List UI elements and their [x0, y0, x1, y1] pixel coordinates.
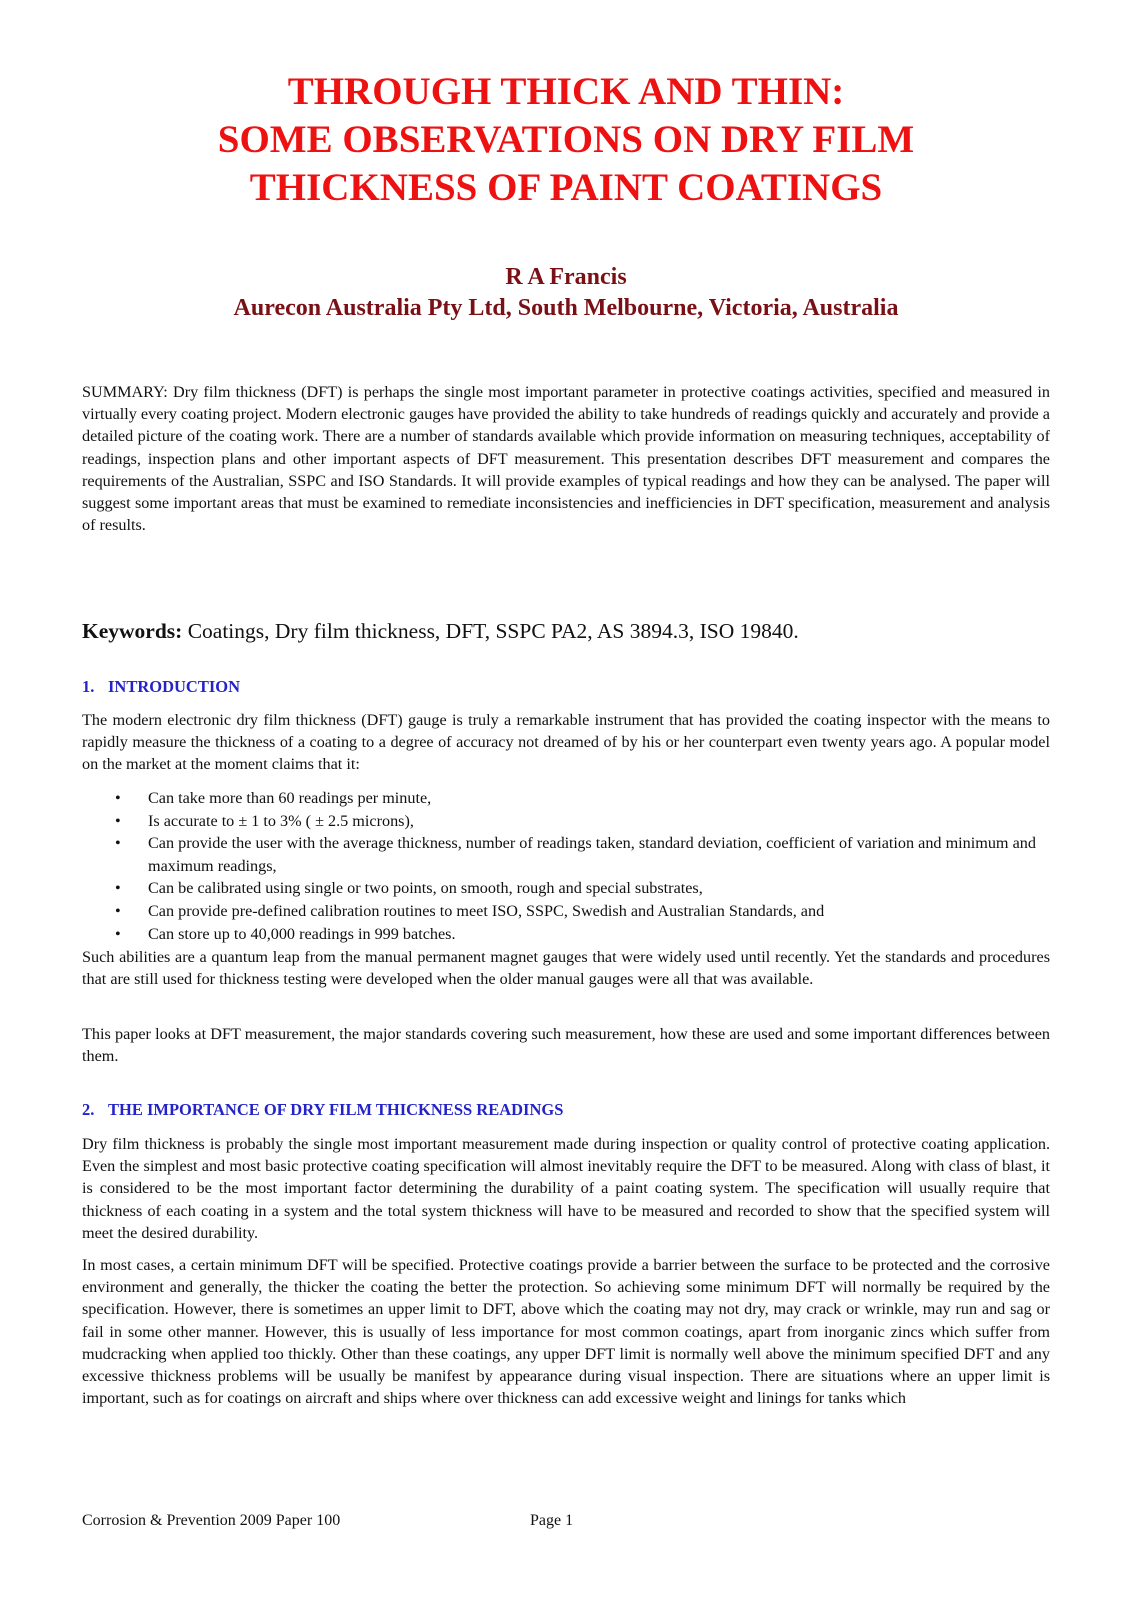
- importance-paragraph-2: In most cases, a certain minimum DFT will be specified. Protective coatings provide a barrier between the surface to be protected and the corrosive environment and generally, the thicker the coating the better the protection. So achieving some minimum DFT will normally be required by the specification. However, there is sometimes an upper limit to DFT, above which the coating may not dry, may crack or wrinkle, may run and sag or fail in some other manner. However, this is usually of less importance for most common coatings, apart from inorganic zincs which suffer from mudcracking when applied too thickly. Other than these coatings, any upper DFT limit is normally well above the minimum specified DFT and any excessive thickness problems will be usually be manifest by appearance during visual inspection. There are situations where an upper limit is important, such as for coatings on aircraft and ships where over thickness can add excessive weight and linings for tanks which: [82, 1256, 1050, 1408]
- section-number: 1.: [82, 677, 95, 696]
- list-item: [82, 787, 1050, 810]
- keywords-label: Keywords:: [82, 619, 183, 643]
- author-block: [80, 262, 1052, 324]
- footer-conference: Corrosion & Prevention 2009 Paper 100: [82, 1512, 341, 1529]
- list-item: [82, 900, 1050, 923]
- list-item: [82, 832, 1050, 877]
- list-item-text: Is accurate to ± 1 to 3% ( ± 2.5 microns),: [148, 811, 414, 830]
- intro-closing-paragraph: This paper looks at DFT measurement, the major standards covering such measurement, how these are used and some important differences between them.: [82, 1025, 1050, 1066]
- bullet-icon: •: [115, 834, 121, 853]
- list-item: [82, 923, 1050, 946]
- gauge-features-list: [82, 787, 1050, 945]
- bullet-icon: •: [115, 901, 121, 920]
- list-item-text: Can provide pre-defined calibration routines to meet ISO, SSPC, Swedish and Australian Standards, and: [148, 901, 825, 920]
- footer-page-number: Page 1: [530, 1512, 574, 1529]
- summary-paragraph: SUMMARY: Dry film thickness (DFT) is perhaps the single most important parameter in protective coatings activities, specified and measured in virtually every coating project. Modern electronic gauges have provided the ability to take hundreds of readings quickly and accurately and provide a detailed picture of the coating work. There are a number of standards available which provide information on measuring techniques, acceptability of readings, inspection plans and other important aspects of DFT measurement. This presentation describes DFT measurement and compares the requirements of the Australian, SSPC and ISO Standards. It will provide examples of typical readings and how they can be analysed. The paper will suggest some important areas that must be examined to remediate inconsistencies and inefficiencies in DFT specification, measurement and analysis of results.: [82, 383, 1050, 535]
- importance-paragraph-1: Dry film thickness is probably the single most important measurement made during inspection or quality control of protective coating application. Even the simplest and most basic protective coating specification will almost inevitably require the DFT to be measured. Along with class of blast, it is considered to be the most important factor determining the durability of a paint coating system. The specification will usually require that thickness of each coating in a system and the total system thickness will have to be measured and recorded to show that the specified system will meet the desired durability.: [82, 1135, 1050, 1242]
- author-affiliation: Aurecon Australia Pty Ltd, South Melbourne, Victoria, Australia: [233, 295, 899, 321]
- intro-after-list-paragraph: Such abilities are a quantum leap from the manual permanent magnet gauges that were widely used until recently. Yet the standards and procedures that are still used for thickness testing were developed when the older manual gauges were all that was available.: [82, 948, 1050, 989]
- title-line-2: SOME OBSERVATIONS ON DRY FILM: [217, 118, 915, 161]
- keywords-line: [82, 618, 799, 644]
- list-item-text: Can be calibrated using single or two points, on smooth, rough and special substrates,: [148, 879, 703, 898]
- paper-title: [80, 68, 1052, 212]
- author-name: R A Francis: [505, 264, 627, 290]
- title-line-1: THROUGH THICK AND THIN:: [287, 70, 845, 113]
- list-item-text: Can store up to 40,000 readings in 999 batches.: [148, 924, 456, 943]
- title-line-3: THICKNESS OF PAINT COATINGS: [249, 166, 883, 209]
- bullet-icon: •: [115, 811, 121, 830]
- bullet-icon: •: [115, 879, 121, 898]
- list-item-text: Can take more than 60 readings per minute,: [148, 789, 432, 807]
- bullet-icon: •: [115, 924, 121, 943]
- list-item-text: Can provide the user with the average thickness, number of readings taken, standard deviation, coefficient of variation and minimum and maximum readings,: [148, 834, 1036, 875]
- intro-paragraph: The modern electronic dry film thickness (DFT) gauge is truly a remarkable instrument that has provided the coating inspector with the means to rapidly measure the thickness of a coating to a degree of accuracy not dreamed of by his or her counterpart even twenty years ago. A popular model on the market at the moment claims that it:: [82, 711, 1050, 774]
- section-number: 2.: [82, 1100, 95, 1119]
- section-heading-introduction: [82, 677, 240, 697]
- keywords-text: Coatings, Dry film thickness, DFT, SSPC PA2, AS 3894.3, ISO 19840.: [182, 619, 799, 643]
- list-item: [82, 877, 1050, 900]
- bullet-icon: •: [115, 789, 121, 807]
- section-title: INTRODUCTION: [108, 677, 241, 696]
- section-heading-importance: [82, 1100, 563, 1120]
- section-title: THE IMPORTANCE OF DRY FILM THICKNESS READINGS: [108, 1100, 564, 1119]
- list-item: [82, 810, 1050, 833]
